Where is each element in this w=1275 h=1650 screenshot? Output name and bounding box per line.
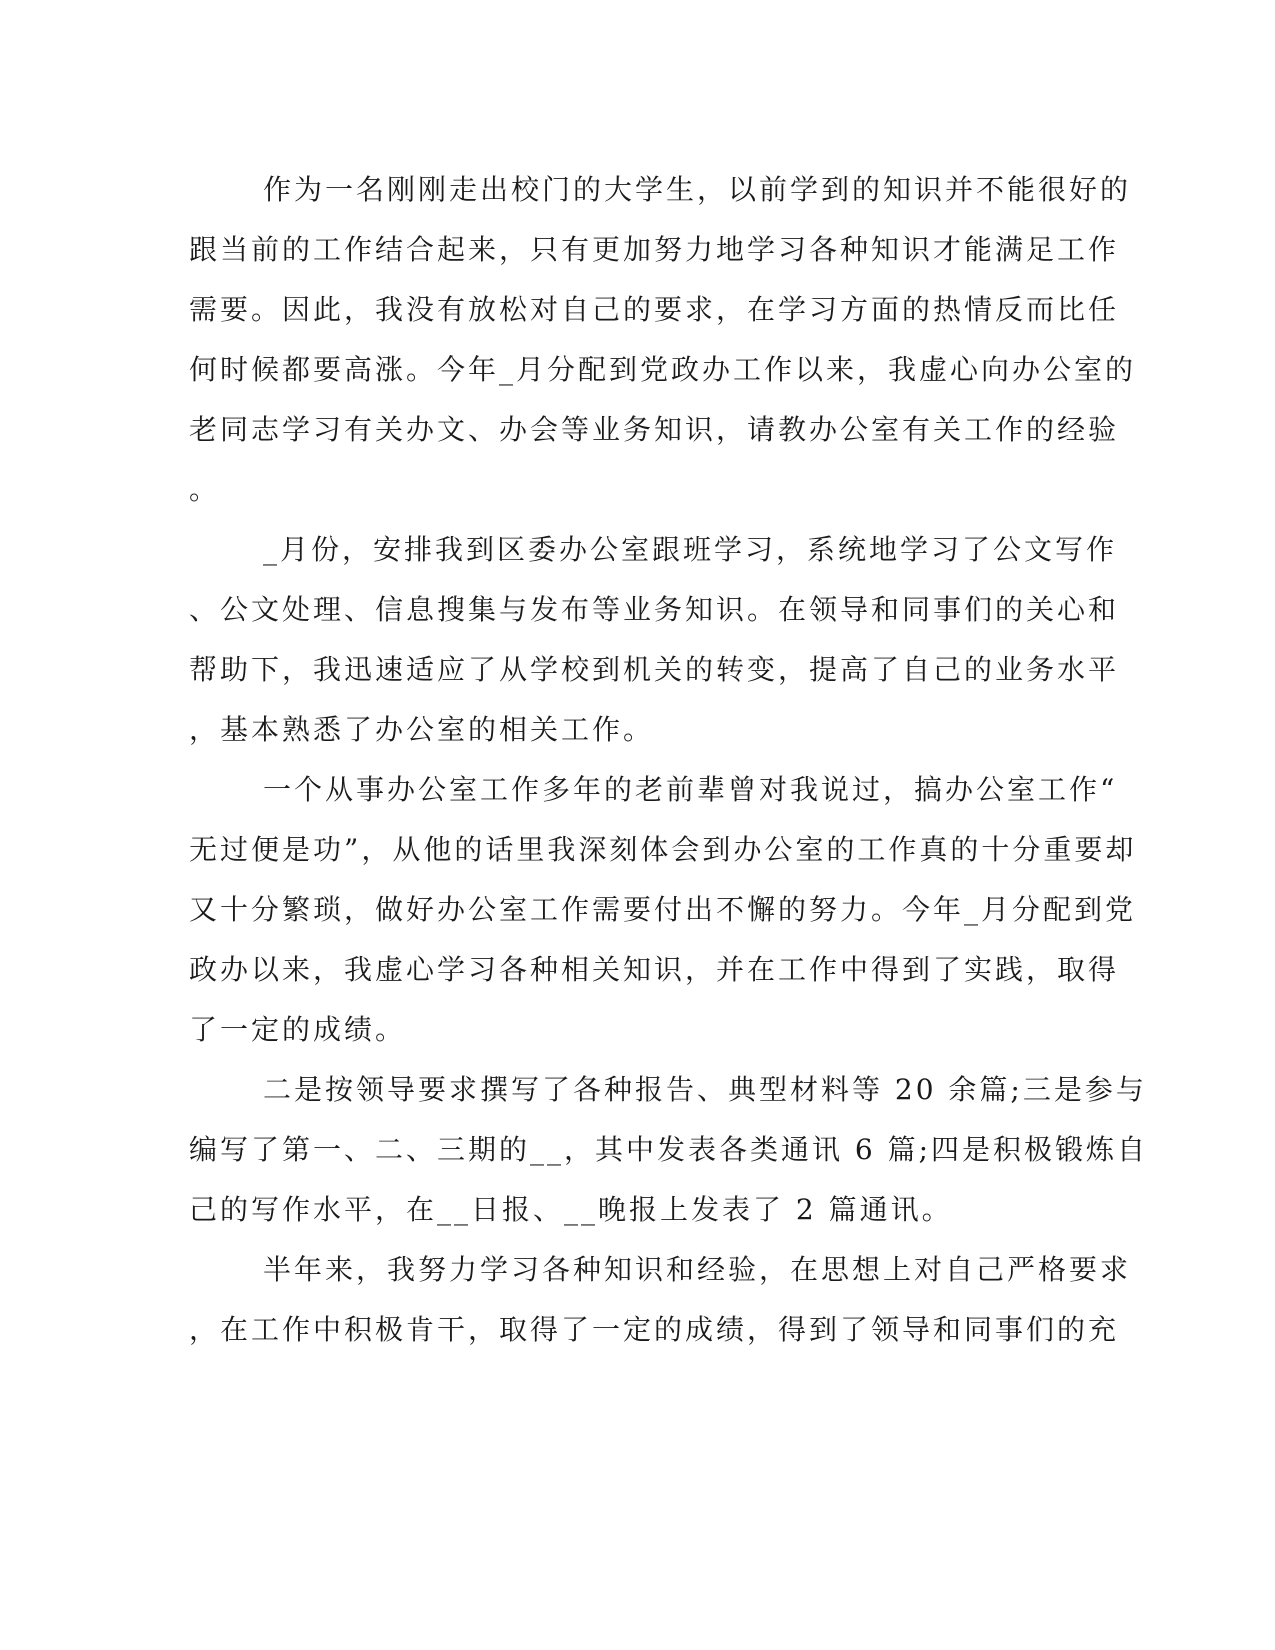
text-line: 二是按领导要求撰写了各种报告、典型材料等 20 余篇;三是参与 [263, 1073, 1147, 1106]
text-line: 无过便是功”，从他的话里我深刻体会到办公室的工作真的十分重要却 [189, 833, 1137, 866]
paragraph-2 [189, 520, 1120, 760]
text-line: 一个从事办公室工作多年的老前辈曾对我说过，搞办公室工作“ [263, 773, 1118, 806]
text-line: 帮助下，我迅速适应了从学校到机关的转变，提高了自己的业务水平 [189, 653, 1120, 686]
text-line: 作为一名刚刚走出校门的大学生，以前学到的知识并不能很好的 [263, 173, 1132, 206]
paragraph-4 [189, 1060, 1149, 1240]
text-line: 己的写作水平，在__日报、__晚报上发表了 2 篇通讯。 [189, 1193, 953, 1226]
text-line: 半年来，我努力学习各种知识和经验，在思想上对自己严格要求 [263, 1253, 1132, 1286]
text-line: ，基本熟悉了办公室的相关工作。 [189, 713, 655, 746]
text-line: 又十分繁琐，做好办公室工作需要付出不懈的努力。今年_月分配到党 [189, 893, 1137, 926]
text-line: 编写了第一、二、三期的__，其中发表各类通讯 6 篇;四是积极锻炼自 [189, 1133, 1149, 1166]
paragraph-5 [189, 1240, 1132, 1360]
text-line: 政办以来，我虚心学习各种相关知识，并在工作中得到了实践，取得 [189, 953, 1120, 986]
text-line: 老同志学习有关办文、办会等业务知识，请教办公室有关工作的经验 [189, 413, 1120, 446]
text-line: 。 [189, 473, 221, 506]
document-body [189, 160, 1149, 1360]
text-line: 、公文处理、信息搜集与发布等业务知识。在领导和同事们的关心和 [189, 593, 1120, 626]
text-line: ，在工作中积极肯干，取得了一定的成绩，得到了领导和同事们的充 [189, 1313, 1120, 1346]
paragraph-1 [189, 160, 1137, 520]
text-line: 了一定的成绩。 [189, 1013, 407, 1046]
text-line: 何时候都要高涨。今年_月分配到党政办工作以来，我虚心向办公室的 [189, 353, 1137, 386]
text-line: 跟当前的工作结合起来，只有更加努力地学习各种知识才能满足工作 [189, 233, 1120, 266]
text-line: 需要。因此，我没有放松对自己的要求，在学习方面的热情反而比任 [189, 293, 1120, 326]
text-line: _月份，安排我到区委办公室跟班学习，系统地学习了公文写作 [263, 533, 1118, 566]
paragraph-3 [189, 760, 1137, 1060]
